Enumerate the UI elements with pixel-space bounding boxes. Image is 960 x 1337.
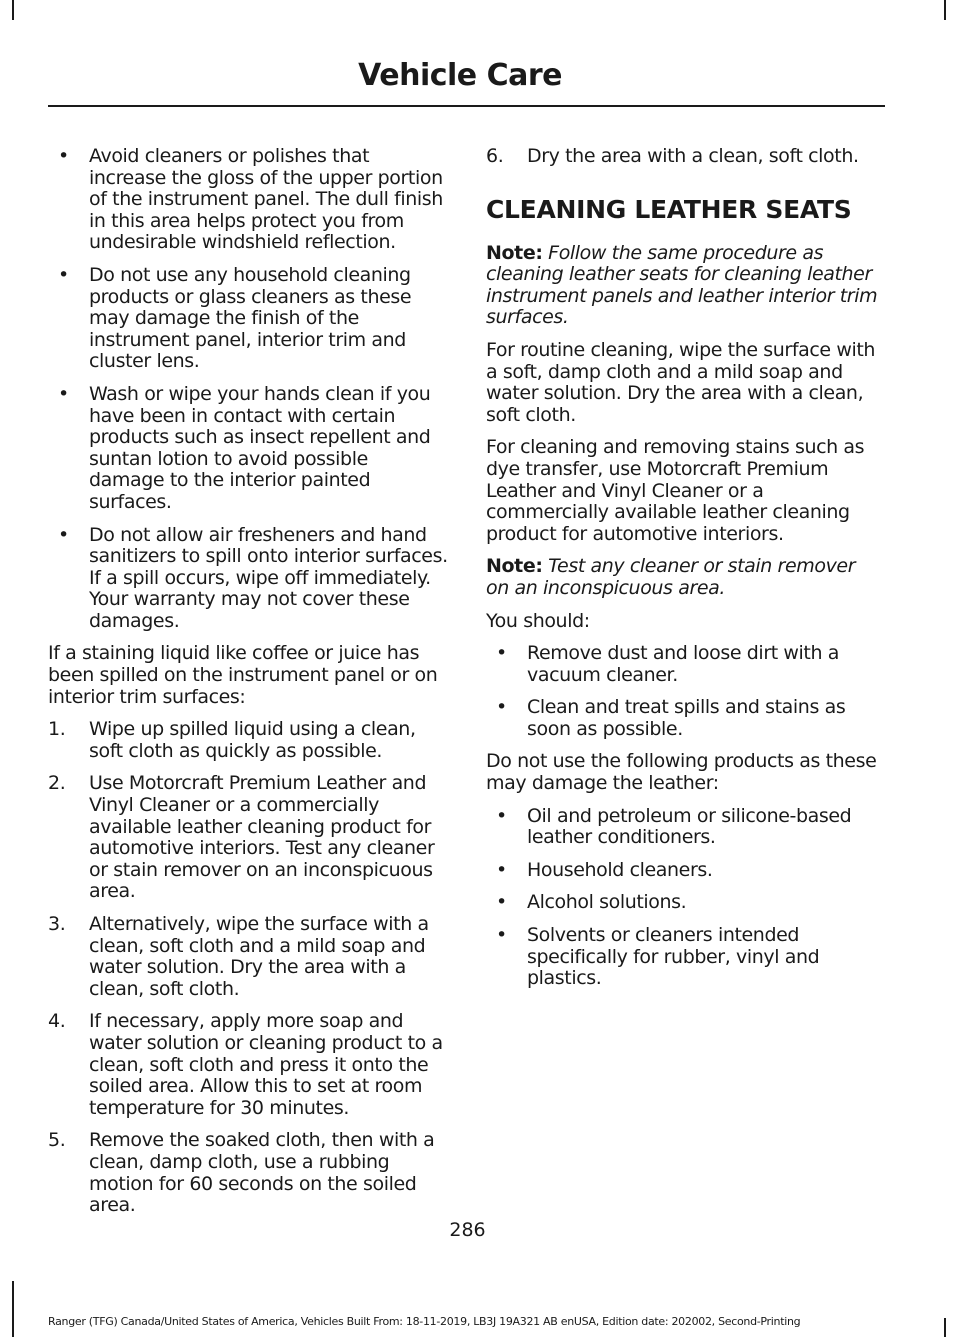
step-text: Alternatively, wipe the surface with a clean, soft cloth and a mild soap and water solution. Dry the area with a clean, soft cloth. <box>89 913 429 1000</box>
numbered-step <box>48 773 448 903</box>
numbered-step <box>48 1130 448 1216</box>
bullet-item <box>48 384 448 514</box>
crop-mark-bottom-right <box>944 1318 946 1337</box>
paragraph: For routine cleaning, wipe the surface with a soft, damp cloth and a mild soap and water solution. Dry the area with a clean, soft cloth. <box>486 338 876 426</box>
bullet-text: Oil and petroleum or silicone-based leather conditioners. <box>527 804 852 849</box>
note <box>486 243 880 329</box>
numbered-step <box>48 914 448 1000</box>
bullet-marker: • <box>58 382 69 405</box>
step-text: If necessary, apply more soap and water solution or cleaning product to a clean, soft cloth and press it onto the soiled area. Allow this to set at room temperature for 30 minutes. <box>89 1010 443 1119</box>
bullet-text: Solvents or cleaners intended specifically for rubber, vinyl and plastics. <box>527 924 820 990</box>
step-number: 3. <box>48 913 66 935</box>
page-number: 286 <box>449 1219 486 1241</box>
bullet-marker: • <box>496 924 507 947</box>
step-text: Remove the soaked cloth, then with a clean, damp cloth, use a rubbing motion for 60 seconds on the soiled area. <box>89 1129 435 1217</box>
bullet-marker: • <box>496 696 507 719</box>
numbered-step <box>486 146 880 168</box>
bullet-item <box>48 265 448 373</box>
step-number: 1. <box>48 718 66 741</box>
paragraph: You should: <box>486 609 590 632</box>
crop-mark-top-right <box>944 0 946 20</box>
note-text: Test any cleaner or stain remover on an inconspicuous area. <box>486 555 856 599</box>
bullet-item <box>486 892 880 914</box>
bullet-item <box>48 146 448 254</box>
crop-mark-top-left <box>12 0 14 20</box>
right-column <box>486 146 880 1001</box>
bullet-text: Do not allow air fresheners and hand sanitizers to spill onto interior surfaces. If a spill occurs, wipe off immediately. Your warranty may not cover these damages. <box>89 523 448 632</box>
note-text: Follow the same procedure as cleaning leather seats for cleaning leather instrument panels and leather interior trim surfaces. <box>486 241 878 329</box>
left-column <box>48 146 448 1228</box>
note <box>486 556 880 599</box>
paragraph: For cleaning and removing stains such as dye transfer, use Motorcraft Premium Leather and Vinyl Cleaner or a commercially available leather cleaning product for automotive interiors. <box>486 436 865 545</box>
step-number: 2. <box>48 772 66 795</box>
bullet-text: Clean and treat spills and stains as soon as possible. <box>527 696 846 740</box>
bullet-item <box>486 860 880 882</box>
bullet-text: Avoid cleaners or polishes that increase the gloss of the upper portion of the instrument panel. The dull finish in this area helps protect you from undesirable windshield reflection. <box>89 145 443 254</box>
step-text: Use Motorcraft Premium Leather and Vinyl Cleaner or a commercially available leather cleaning product for automotive interiors. Test any cleaner or stain remover on an inconspicuous area. <box>89 772 435 903</box>
bullet-marker: • <box>496 642 507 665</box>
step-text: Dry the area with a clean, soft cloth. <box>527 145 859 167</box>
bullet-item <box>486 643 880 686</box>
section-heading: CLEANING LEATHER SEATS <box>486 194 852 224</box>
bullet-text: Do not use any household cleaning products or glass cleaners as these may damage the finish of the instrument panel, interior trim and cluster lens. <box>89 263 412 373</box>
note-label: Note: <box>486 241 543 264</box>
note-label: Note: <box>486 555 543 578</box>
bullet-marker: • <box>496 891 507 914</box>
page-title: Vehicle Care <box>358 58 562 93</box>
numbered-step <box>48 719 448 762</box>
bullet-text: Household cleaners. <box>527 858 713 881</box>
bullet-text: Remove dust and loose dirt with a vacuum cleaner. <box>527 642 840 686</box>
bullet-marker: • <box>58 263 69 286</box>
numbered-step <box>48 1011 448 1119</box>
bullet-marker: • <box>58 523 69 546</box>
paragraph: Do not use the following products as these may damage the leather: <box>486 750 877 795</box>
step-number: 5. <box>48 1129 66 1152</box>
bullet-marker: • <box>496 858 507 881</box>
footer-text: Ranger (TFG) Canada/United States of America, Vehicles Built From: 18-11-2019, LB3J 19A321 AB enUSA, Edition date: 202002, Second-Printing <box>48 1315 801 1328</box>
crop-mark-bottom-left <box>12 1281 14 1337</box>
step-number: 4. <box>48 1010 66 1033</box>
intro-paragraph: If a staining liquid like coffee or juice has been spilled on the instrument panel or on interior trim surfaces: <box>48 642 438 708</box>
bullet-item <box>486 806 880 849</box>
step-number: 6. <box>486 145 504 167</box>
step-text: Wipe up spilled liquid using a clean, soft cloth as quickly as possible. <box>89 718 416 762</box>
bullet-text: Alcohol solutions. <box>527 891 687 914</box>
bullet-marker: • <box>496 804 507 827</box>
bullet-item <box>486 697 880 740</box>
bullet-marker: • <box>58 145 69 167</box>
bullet-item <box>486 925 880 990</box>
bullet-text: Wash or wipe your hands clean if you have been in contact with certain products such as insect repellent and suntan lotion to avoid possible damage to the interior painted surfaces. <box>89 382 431 513</box>
bullet-item <box>48 525 448 633</box>
header-rule <box>48 105 885 107</box>
